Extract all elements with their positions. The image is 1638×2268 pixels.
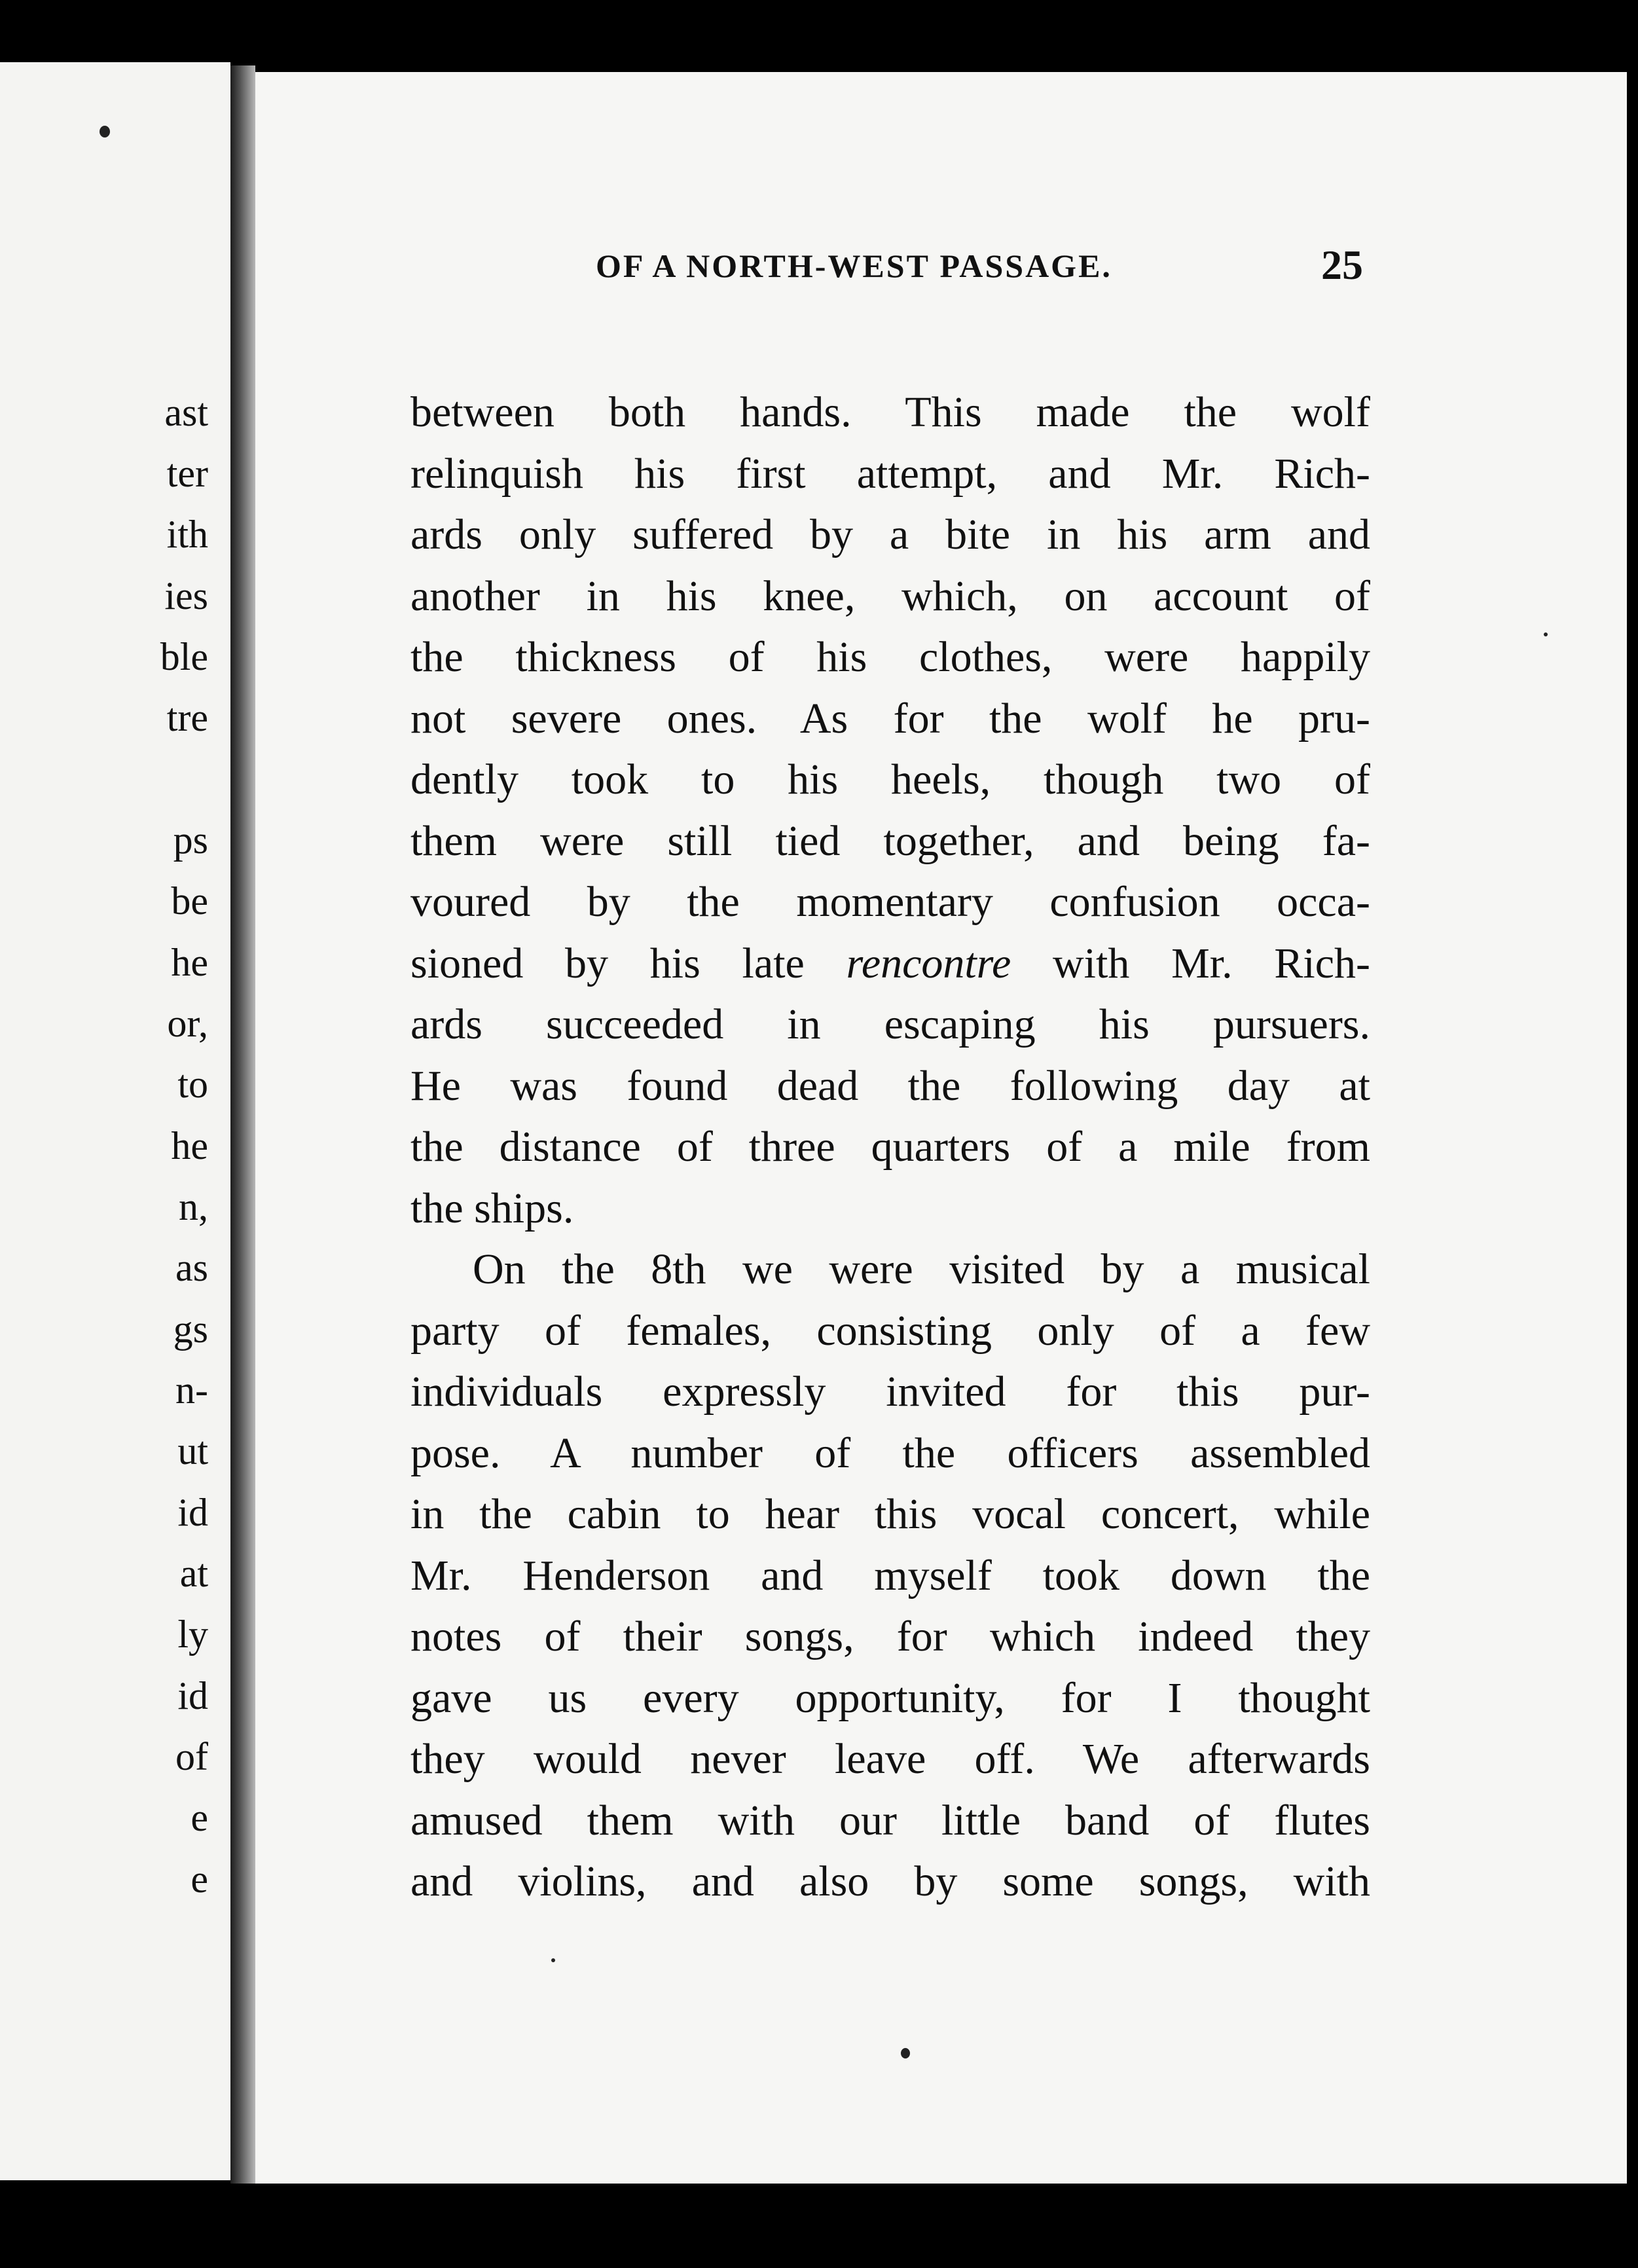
text-line: On the 8th we were visited by a musical — [473, 1245, 1370, 1293]
body-text — [410, 382, 1370, 1912]
left-page-fragment: ith — [166, 513, 208, 556]
ink-speck — [901, 2048, 910, 2058]
text-line — [410, 933, 1370, 995]
text-line: He was found dead the following day at — [410, 1061, 1370, 1110]
left-page-fragment: id — [177, 1491, 208, 1534]
ink-speck — [100, 126, 110, 137]
text-line: ards succeeded in escaping his pursuers. — [410, 1000, 1370, 1048]
ink-speck — [1544, 632, 1548, 636]
text-line: not severe ones. As for the wolf he pru- — [410, 694, 1370, 742]
text-line: gave us every opportunity, for I thought — [410, 1674, 1370, 1722]
left-page-fragment: tre — [166, 696, 208, 739]
left-page-fragment: he — [171, 1124, 208, 1167]
left-page-fragment: id — [177, 1674, 208, 1717]
text-run: with Mr. Rich- — [1011, 939, 1370, 987]
text-line: notes of their songs, for which indeed they — [410, 1613, 1370, 1660]
book-gutter — [230, 65, 255, 2184]
left-page-fragment: ies — [164, 574, 208, 617]
left-page-fragment: ast — [164, 391, 208, 434]
text-line: individuals expressly invited for this pur- — [410, 1368, 1370, 1416]
ink-speck — [551, 1958, 555, 1962]
left-page-fragment: gs — [173, 1308, 208, 1351]
text-line: pose. A number of the officers assembled — [410, 1429, 1370, 1477]
left-page-fragment: ps — [173, 818, 208, 862]
left-page-fragment: ter — [166, 452, 208, 495]
left-page-fragment: e — [191, 1796, 208, 1839]
left-page-fragment: to — [177, 1063, 208, 1106]
text-line: voured by the momentary confusion occa- — [410, 878, 1370, 926]
running-title: OF A NORTH-WEST PASSAGE. — [596, 247, 1112, 284]
text-line: in the cabin to hear this vocal concert, while — [410, 1490, 1370, 1538]
text-line: between both hands. This made the wolf — [410, 388, 1370, 436]
left-page-fragment: ble — [160, 635, 208, 678]
text-line: ards only suffered by a bite in his arm and — [410, 511, 1370, 558]
page-number: 25 — [1321, 242, 1363, 288]
text-line: and violins, and also by some songs, with — [410, 1857, 1370, 1905]
left-page-fragment: ut — [177, 1429, 208, 1472]
text-line: relinquish his first attempt, and Mr. Rich- — [410, 449, 1370, 498]
text-line: them were still tied together, and being fa- — [410, 816, 1370, 865]
left-page-fragment: n- — [175, 1368, 208, 1412]
text-line: the thickness of his clothes, were happily — [410, 633, 1370, 681]
left-page-edge — [0, 62, 230, 2180]
left-page-fragment: as — [175, 1246, 208, 1289]
paragraph — [410, 1239, 1370, 1912]
left-page-fragment: or, — [167, 1002, 208, 1045]
left-page-fragment: ly — [177, 1613, 208, 1656]
italic-word: rencontre — [846, 939, 1011, 987]
paragraph — [410, 382, 1370, 1239]
text-line: Mr. Henderson and myself took down the — [410, 1551, 1370, 1600]
left-page-fragment: of — [175, 1735, 208, 1778]
text-line: amused them with our little band of flutes — [410, 1796, 1370, 1844]
left-page-fragment: n, — [179, 1185, 208, 1228]
text-line: they would never leave off. We afterwards — [410, 1735, 1370, 1783]
text-line: another in his knee, which, on account of — [410, 572, 1370, 620]
left-page-fragment: at — [179, 1552, 208, 1595]
text-line: dently took to his heels, though two of — [410, 756, 1370, 803]
text-line: the distance of three quarters of a mile from — [410, 1123, 1370, 1171]
text-line: the ships. — [410, 1184, 574, 1232]
text-line: party of females, consisting only of a few — [410, 1306, 1370, 1355]
left-page-fragment: be — [171, 879, 208, 923]
left-page-fragment: he — [171, 941, 208, 984]
left-page-fragment: e — [191, 1857, 208, 1901]
text-run: sioned by his late — [410, 939, 846, 987]
